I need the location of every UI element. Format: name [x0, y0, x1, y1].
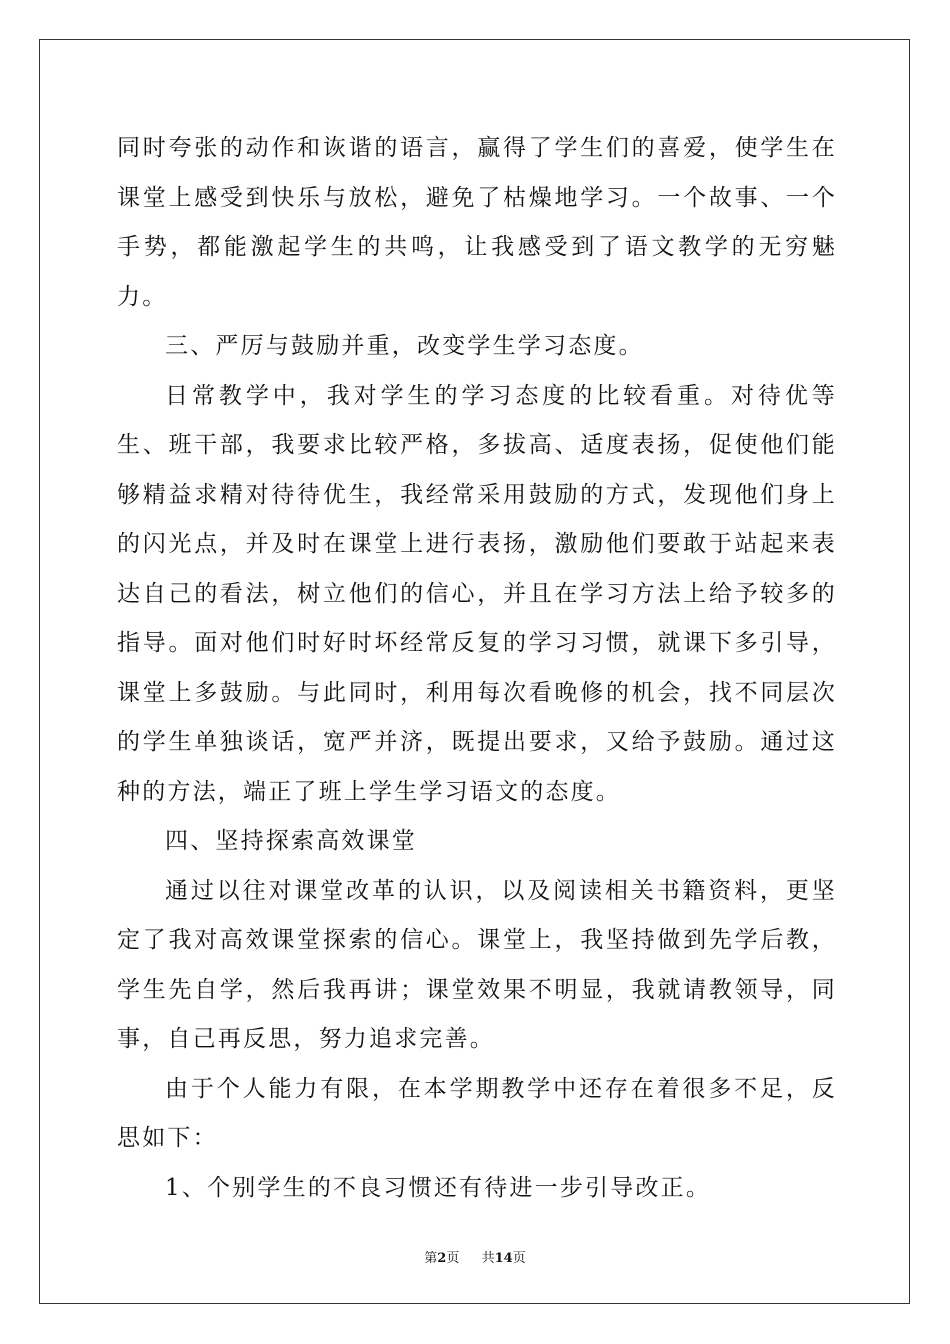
paragraph-reflection-intro: 由于个人能力有限，在本学期教学中还存在着很多不足，反思如下： [117, 1075, 837, 1151]
page-suffix: 页 [446, 1251, 460, 1266]
paragraph-efficient-classroom: 通过以往对课堂改革的认识，以及阅读相关书籍资料，更坚定了我对高效课堂探索的信心。课堂上，我坚持做到先学后教，学生先自学，然后我再讲；课堂效果不明显，我就请教领导，同事，自己再反思，努力追求完善。 [117, 877, 837, 1052]
page-indicator [424, 1247, 459, 1266]
section-heading-four: 四、坚持探索高效课堂 [165, 828, 417, 854]
total-suffix: 页 [512, 1251, 526, 1266]
page-number: 2 [437, 1251, 447, 1266]
total-pages-indicator [482, 1247, 526, 1266]
paragraph-learning-attitude: 日常教学中，我对学生的学习态度的比较看重。对待优等生、班干部，我要求比较严格，多拔高、适度表扬，促使他们能够精益求精对待待优生，我经常采用鼓励的方式，发现他们身上的闪光点，并及时在课堂上进行表扬，激励他们要敢于站起来表达自己的看法，树立他们的信心，并且在学习方法上给予较多的指导。面对他们时好时坏经常反复的学习习惯，就课下多引导，课堂上多鼓励。与此同时，利用每次看晚修的机会，找不同层次的学生单独谈话，宽严并济，既提出要求，又给予鼓励。通过这种的方法，端正了班上学生学习语文的态度。 [117, 382, 837, 805]
section-heading-three: 三、严厉与鼓励并重，改变学生学习态度。 [165, 333, 644, 359]
page-footer [0, 1247, 950, 1266]
paragraph-reflection-item-1: 1、个别学生的不良习惯还有待进一步引导改正。 [165, 1174, 712, 1201]
total-pages: 14 [494, 1251, 513, 1266]
paragraph-continuation: 同时夸张的动作和诙谐的语言，赢得了学生们的喜爱，使学生在课堂上感受到快乐与放松，避免了枯燥地学习。一个故事、一个手势，都能激起学生的共鸣，让我感受到了语文教学的无穷魅力。 [117, 135, 837, 310]
page-prefix: 第 [424, 1251, 438, 1266]
total-prefix: 共 [481, 1251, 495, 1266]
document-body [117, 124, 837, 1213]
